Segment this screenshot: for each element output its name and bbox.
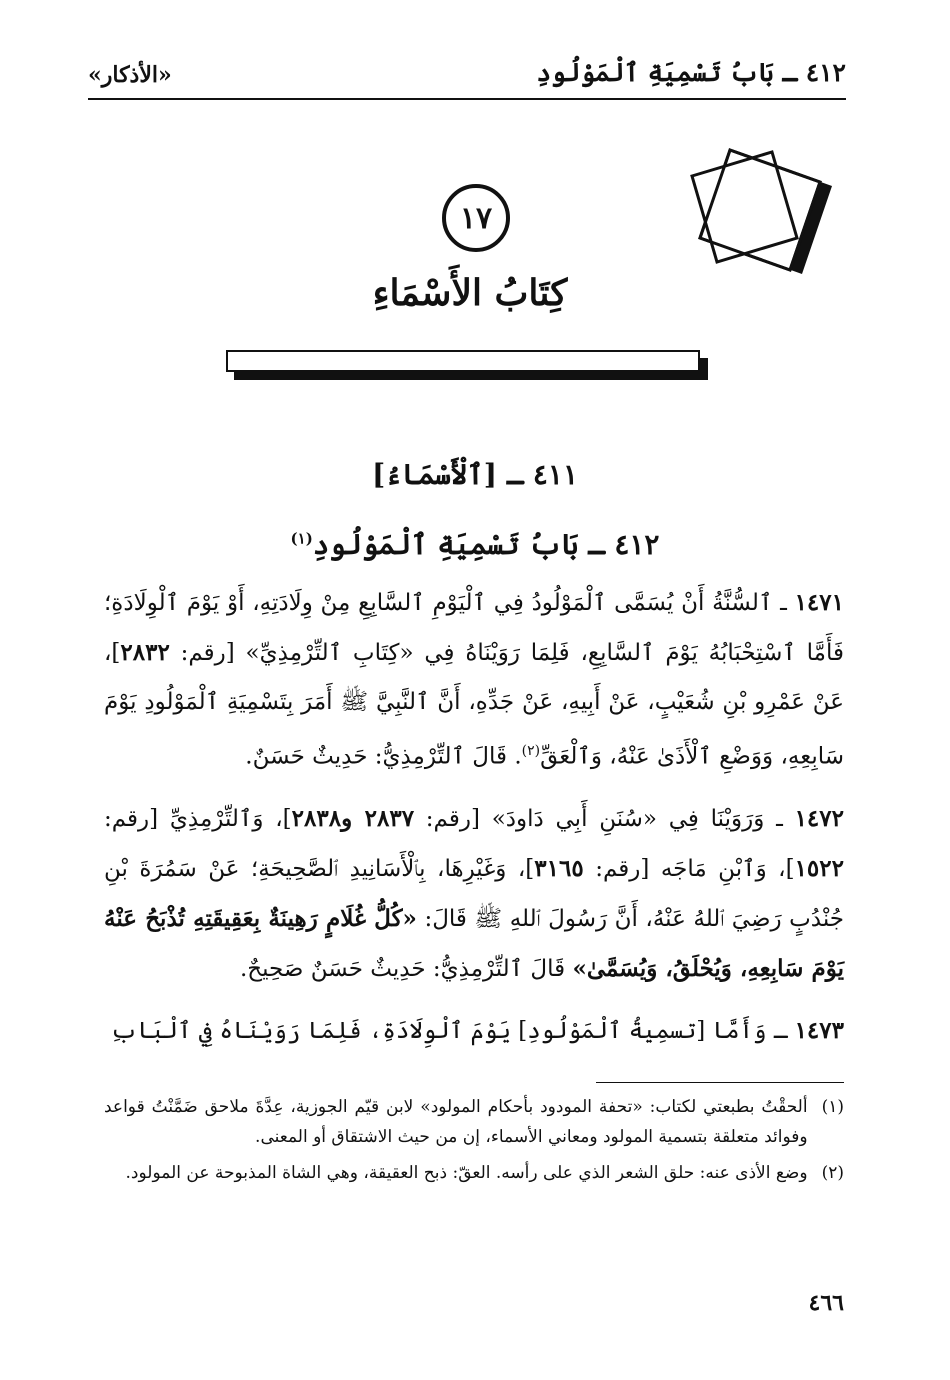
decorative-squares-ornament (672, 146, 842, 286)
paragraph-text: ]، وَغَيْرِهَا، بِٱلْأَسَانِيدِ ٱلصَّحِيحَةِ؛ عَنْ سَمُرَةَ بْنِ جُنْدُبٍ رَضِيَ ٱللهُ عَنْهُ، أَنَّ رَسُولَ ٱللهِ ﷺ قَالَ: (104, 855, 844, 932)
footnote-text: وضع الأذى عنه: حلق الشعر الذي على رأسه. العقّ: ذبح العقيقة، وهي الشاة المذبوحة عن المولود. (125, 1163, 808, 1183)
chapter-number-circle (442, 184, 510, 252)
paragraph-text: ـ وَرَوَيْنَا فِي «سُنَنِ أَبِي دَاودَ» [رقم: (414, 805, 795, 832)
reference-number: ٣١٦٥ (534, 854, 584, 882)
footnote-rule (596, 1082, 844, 1083)
footnote-1 (104, 1092, 844, 1152)
paragraph-text: . قَالَ ٱلتِّرْمِذِيُّ: حَدِيثٌ حَسَنٌ. (245, 743, 522, 770)
running-header-title: ٤١٢ ـ بَابُ تَسْمِيَةِ ٱلْمَوْلُودِ (536, 58, 846, 87)
paragraph-text: ـ وَأَمَّا [تسمِيةُ ٱلْمَوْلُودِ] يَوْمَ ٱلْوِلَادَةِ، فَلِمَا رَوَيْنَاهُ فِي ٱلْبَابِ (110, 1017, 795, 1044)
header-rule (88, 98, 846, 100)
page-number: ٤٦٦ (808, 1290, 844, 1316)
footnote-ref-2: (٢) (521, 743, 541, 759)
footnote-text: ألحقْتُ بطبعتي لكتاب: «تحفة المودود بأحكام المولود» لابن قيّم الجوزية، عِدَّةَ ملاحق ضَمَّنْتُ قواعد وفوائد متعلقة بتسمية المولود ومعاني الأسماء، إن من حيث الاشتقاق أو المعنى. (104, 1097, 808, 1147)
hadith-number: ١٤٧٢ (794, 804, 844, 832)
main-text (104, 578, 844, 1068)
paragraph-text: ـ ٱلسُّنَّةُ أَنْ يُسَمَّى ٱلْمَوْلُودُ فِي ٱلْيَوْمِ ٱلسَّابِعِ مِنْ وِلَادَتِهِ، أَوْ يَوْمَ ٱلْوِلَادَةِ؛ فَأَمَّا ٱسْتِحْبَابُهُ يَوْمَ ٱلسَّابِعِ، فَلِمَا رَوَيْنَاهُ فِي «كِتَابِ ٱلتِّرْمِذِيِّ» [رقم: (104, 590, 844, 666)
section-heading-412-text: ٤١٢ ـ بَابُ تَسْمِيَةِ ٱلْمَوْلُودِ (312, 528, 660, 561)
footnote-2 (104, 1158, 844, 1188)
decorative-frame-bar (226, 350, 700, 374)
section-heading-411: ٤١١ ـ [ٱلْأَسْمَاءُ] (372, 458, 578, 491)
paragraph-1473 (104, 1006, 844, 1056)
paragraph-1472 (104, 794, 844, 994)
paragraph-text: ]، وَٱلتِّرْمِذِيِّ [رقم: (104, 805, 292, 832)
hadith-number: ١٤٧١ (794, 589, 844, 616)
footnote-number: (١) (821, 1097, 844, 1117)
footnote-ref-1: (١) (290, 529, 313, 548)
paragraph-text: ]، وَٱبْنِ مَاجَه [رقم: (583, 855, 795, 882)
reference-number: ١٥٢٢ (794, 854, 844, 882)
section-heading-412 (0, 528, 950, 561)
hadith-number: ١٤٧٣ (794, 1016, 844, 1044)
paragraph-text: ]، عَنْ عَمْرِو بْنِ شُعَيْبٍ، عَنْ أَبِيهِ، عَنْ جَدِّهِ، أَنَّ ٱلنَّبِيَّ ﷺ أَمَرَ بِتَسْمِيَةِ ٱلْمَوْلُودِ يَوْمَ سَابِعِهِ، وَوَضْعِ ٱلْأَذَىٰ عَنْهُ، وَٱلْعَقِّ (104, 640, 844, 770)
paragraph-1471 (104, 578, 844, 782)
footnotes (104, 1092, 844, 1194)
footnote-number: (٢) (821, 1163, 844, 1183)
paragraph-text: قَالَ ٱلتِّرْمِذِيُّ: حَدِيثٌ حَسَنٌ صَحِيحٌ. (239, 955, 573, 982)
reference-number: ٢٨٣٧ و٢٨٣٨ (291, 804, 415, 832)
chapter-title: كِتَابُ الأَسْمَاءِ (372, 272, 568, 314)
reference-number: ٢٨٣٢ (120, 639, 170, 666)
running-header-book: «الأذكار» (88, 62, 172, 88)
chapter-number: ١٧ (459, 200, 493, 236)
hadith-quote: «كُلُّ غُلَامٍ رَهِينَةٌ بِعَقِيقَتِهِ تُذْبَحُ عَنْهُ يَوْمَ سَابِعِهِ، وَيُحْلَقُ، وَيُسَمَّىٰ» (104, 904, 844, 982)
